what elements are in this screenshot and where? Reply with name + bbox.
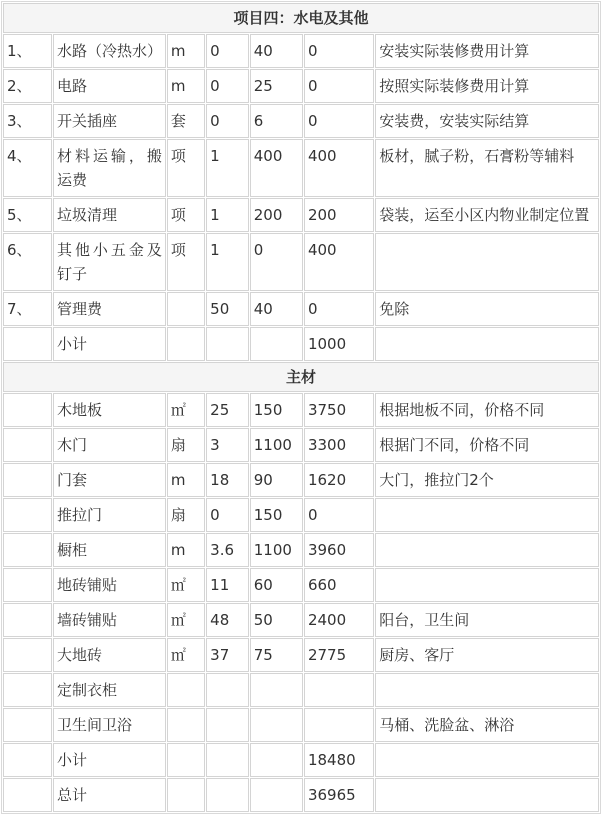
index-cell [3,463,52,497]
item-name-cell: 其他小五金及钉子 [53,233,166,291]
table-row [3,233,599,291]
quantity-cell [206,743,249,777]
remark-cell: 按照实际装修费用计算 [375,69,599,103]
remark-cell: 马桶、洗脸盆、淋浴 [375,708,599,742]
table-row [3,568,599,602]
table-row [3,69,599,103]
amount-cell: 0 [304,498,374,532]
amount-cell: 18480 [304,743,374,777]
unit-price-cell [250,778,303,812]
table-row [3,327,599,361]
unit-cell [167,673,205,707]
remark-cell [375,778,599,812]
quantity-cell: 1 [206,233,249,291]
item-name-cell: 电路 [53,69,166,103]
amount-cell: 2400 [304,603,374,637]
quantity-cell: 11 [206,568,249,602]
index-cell: 4、 [3,139,52,197]
table-row [3,198,599,232]
amount-cell: 200 [304,198,374,232]
item-name-cell: 大地砖 [53,638,166,672]
quote-table [2,2,600,813]
section-header-row [3,362,599,392]
amount-cell [304,673,374,707]
item-name-cell: 墙砖铺贴 [53,603,166,637]
unit-price-cell: 40 [250,292,303,326]
quantity-cell: 0 [206,69,249,103]
unit-price-cell: 400 [250,139,303,197]
index-cell [3,428,52,462]
unit-cell: ㎡ [167,568,205,602]
quantity-cell: 50 [206,292,249,326]
table-row [3,743,599,777]
unit-cell: 项 [167,139,205,197]
unit-price-cell: 6 [250,104,303,138]
item-name-cell: 地砖铺贴 [53,568,166,602]
quantity-cell: 0 [206,34,249,68]
table-row [3,778,599,812]
table-row [3,498,599,532]
quantity-cell [206,327,249,361]
remark-cell: 根据地板不同，价格不同 [375,393,599,427]
unit-cell: 扇 [167,498,205,532]
index-cell: 6、 [3,233,52,291]
section-header-row [3,3,599,33]
quantity-cell [206,708,249,742]
unit-cell: m [167,34,205,68]
amount-cell: 1620 [304,463,374,497]
quantity-cell: 0 [206,498,249,532]
remark-cell: 阳台，卫生间 [375,603,599,637]
index-cell [3,533,52,567]
unit-cell: ㎡ [167,603,205,637]
unit-cell: m [167,533,205,567]
unit-price-cell: 150 [250,498,303,532]
remark-cell [375,743,599,777]
item-name-cell: 水路（冷热水） [53,34,166,68]
amount-cell: 3750 [304,393,374,427]
table-row [3,533,599,567]
index-cell: 2、 [3,69,52,103]
item-name-cell: 推拉门 [53,498,166,532]
unit-price-cell: 50 [250,603,303,637]
unit-price-cell: 200 [250,198,303,232]
quantity-cell: 1 [206,139,249,197]
index-cell: 1、 [3,34,52,68]
amount-cell [304,708,374,742]
table-row [3,104,599,138]
unit-price-cell [250,708,303,742]
table-row [3,708,599,742]
unit-cell: 扇 [167,428,205,462]
amount-cell: 1000 [304,327,374,361]
remark-cell: 袋装，运至小区内物业制定位置 [375,198,599,232]
unit-price-cell: 0 [250,233,303,291]
unit-price-cell: 75 [250,638,303,672]
amount-cell: 36965 [304,778,374,812]
quantity-cell: 0 [206,104,249,138]
index-cell: 7、 [3,292,52,326]
remark-cell: 大门，推拉门2个 [375,463,599,497]
index-cell [3,498,52,532]
index-cell: 5、 [3,198,52,232]
index-cell [3,743,52,777]
remark-cell [375,327,599,361]
amount-cell: 0 [304,34,374,68]
amount-cell: 400 [304,139,374,197]
amount-cell: 660 [304,568,374,602]
unit-price-cell: 90 [250,463,303,497]
item-name-cell: 管理费 [53,292,166,326]
index-cell [3,778,52,812]
quantity-cell: 48 [206,603,249,637]
table-row [3,463,599,497]
table-row [3,673,599,707]
quantity-cell: 1 [206,198,249,232]
item-name-cell: 卫生间卫浴 [53,708,166,742]
quantity-cell [206,778,249,812]
unit-cell [167,778,205,812]
remark-cell [375,673,599,707]
remark-cell: 安装实际装修费用计算 [375,34,599,68]
unit-cell [167,292,205,326]
remark-cell [375,233,599,291]
remark-cell [375,533,599,567]
index-cell [3,603,52,637]
table-row [3,603,599,637]
item-name-cell: 橱柜 [53,533,166,567]
table-row [3,638,599,672]
amount-cell: 400 [304,233,374,291]
index-cell [3,708,52,742]
unit-price-cell [250,673,303,707]
unit-cell: 套 [167,104,205,138]
remark-cell [375,568,599,602]
section-title: 项目四：水电及其他 [3,3,599,33]
remark-cell: 根据门不同，价格不同 [375,428,599,462]
quantity-cell: 37 [206,638,249,672]
table-row [3,34,599,68]
index-cell [3,568,52,602]
amount-cell: 3300 [304,428,374,462]
item-name-cell: 小计 [53,327,166,361]
index-cell [3,673,52,707]
unit-price-cell: 25 [250,69,303,103]
unit-price-cell: 1100 [250,428,303,462]
unit-cell [167,708,205,742]
unit-price-cell [250,743,303,777]
item-name-cell: 木门 [53,428,166,462]
item-name-cell: 材料运输，搬运费 [53,139,166,197]
item-name-cell: 小计 [53,743,166,777]
amount-cell: 2775 [304,638,374,672]
table-row [3,393,599,427]
item-name-cell: 门套 [53,463,166,497]
quantity-cell [206,673,249,707]
quantity-cell: 3.6 [206,533,249,567]
index-cell [3,327,52,361]
remark-cell: 厨房、客厅 [375,638,599,672]
item-name-cell: 总计 [53,778,166,812]
table-body [3,3,599,812]
index-cell: 3、 [3,104,52,138]
quantity-cell: 3 [206,428,249,462]
remark-cell: 免除 [375,292,599,326]
unit-cell [167,743,205,777]
item-name-cell: 木地板 [53,393,166,427]
item-name-cell: 开关插座 [53,104,166,138]
remark-cell: 安装费，安装实际结算 [375,104,599,138]
unit-cell [167,327,205,361]
unit-cell: 项 [167,198,205,232]
quantity-cell: 18 [206,463,249,497]
unit-price-cell: 1100 [250,533,303,567]
unit-price-cell: 40 [250,34,303,68]
unit-cell: m [167,463,205,497]
unit-cell: ㎡ [167,638,205,672]
table-row [3,292,599,326]
amount-cell: 3960 [304,533,374,567]
amount-cell: 0 [304,104,374,138]
unit-cell: ㎡ [167,393,205,427]
unit-price-cell: 150 [250,393,303,427]
unit-cell: m [167,69,205,103]
remark-cell: 板材，腻子粉，石膏粉等辅料 [375,139,599,197]
quantity-cell: 25 [206,393,249,427]
section-title: 主材 [3,362,599,392]
item-name-cell: 定制衣柜 [53,673,166,707]
item-name-cell: 垃圾清理 [53,198,166,232]
remark-cell [375,498,599,532]
table-row [3,428,599,462]
unit-price-cell [250,327,303,361]
table-row [3,139,599,197]
index-cell [3,393,52,427]
unit-price-cell: 60 [250,568,303,602]
amount-cell: 0 [304,292,374,326]
unit-cell: 项 [167,233,205,291]
amount-cell: 0 [304,69,374,103]
index-cell [3,638,52,672]
